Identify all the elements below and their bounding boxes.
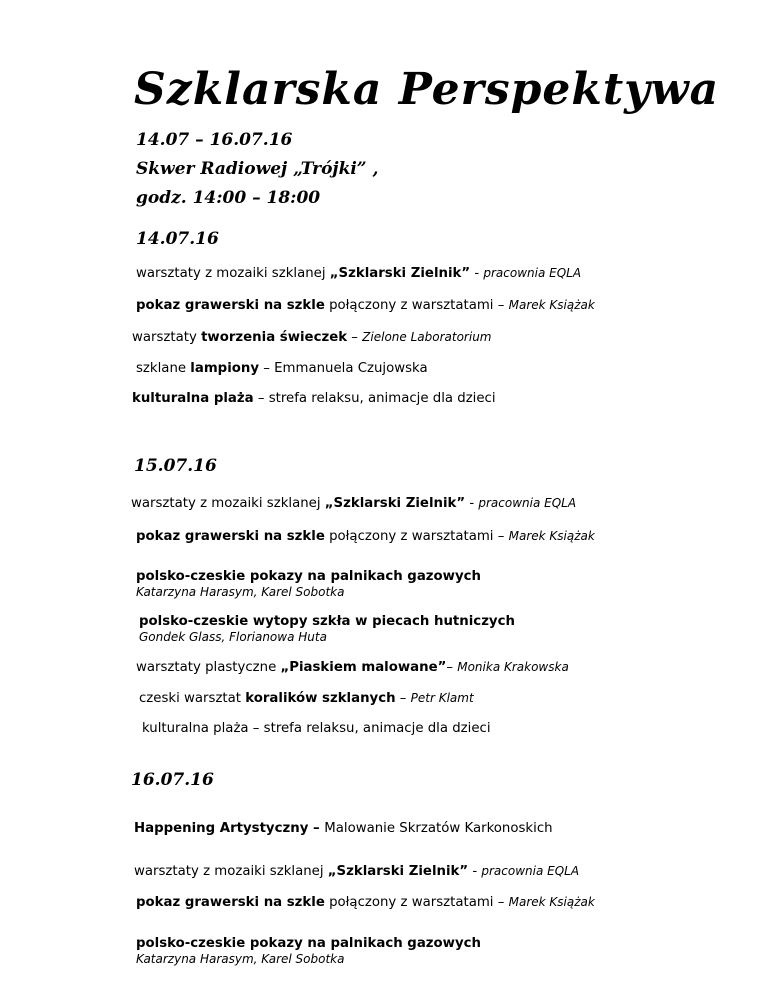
day1-item-mosaic: warsztaty z mozaiki szklanej „Szklarski Zielnik” - pracownia EQLA	[136, 266, 582, 281]
day3-date: 16.07.16	[131, 770, 214, 790]
day1-item-lanterns: szklane lampiony – Emmanuela Czujowska	[136, 361, 428, 376]
day3-item-mosaic: warsztaty z mozaiki szklanej „Szklarski Zielnik” - pracownia EQLA	[134, 864, 580, 879]
day2-item-glass-melting: polsko-czeskie wytopy szkła w piecach hutniczych	[139, 614, 515, 629]
day2-item-gas-burners: polsko-czeskie pokazy na palnikach gazowych	[136, 569, 481, 584]
day3-item-gas-burners: polsko-czeskie pokazy na palnikach gazowych	[136, 936, 481, 951]
day2-item-engraving: pokaz grawerski na szkle połączony z warsztatami – Marek Książak	[136, 529, 595, 544]
event-dates: 14.07 – 16.07.16	[136, 130, 293, 150]
day2-item-glass-melting-authors: Gondek Glass, Florianowa Huta	[139, 630, 327, 644]
page-title: Szklarska Perspektywa	[134, 64, 720, 115]
day1-item-engraving: pokaz grawerski na szkle połączony z warsztatami – Marek Książak	[136, 298, 595, 313]
event-hours: godz. 14:00 – 18:00	[136, 188, 321, 208]
day2-item-beach: kulturalna plaża – strefa relaksu, animacje dla dzieci	[142, 721, 491, 736]
event-place: Skwer Radiowej „Trójki” ,	[136, 159, 379, 179]
day1-date: 14.07.16	[136, 229, 219, 249]
day3-item-engraving: pokaz grawerski na szkle połączony z warsztatami – Marek Książak	[136, 895, 595, 910]
day3-item-gas-burners-authors: Katarzyna Harasym, Karel Sobotka	[136, 952, 345, 966]
day1-item-beach: kulturalna plaża – strefa relaksu, animacje dla dzieci	[132, 391, 496, 406]
day2-date: 15.07.16	[134, 456, 217, 476]
day1-item-candles: warsztaty tworzenia świeczek – Zielone Laboratorium	[132, 330, 492, 345]
day2-item-gas-burners-authors: Katarzyna Harasym, Karel Sobotka	[136, 585, 345, 599]
day2-item-beads: czeski warsztat koralików szklanych – Petr Klamt	[139, 691, 474, 706]
day3-item-happening: Happening Artystyczny – Malowanie Skrzatów Karkonoskich	[134, 821, 553, 836]
day2-item-mosaic: warsztaty z mozaiki szklanej „Szklarski Zielnik” - pracownia EQLA	[131, 496, 577, 511]
day2-item-sand-painting: warsztaty plastyczne „Piaskiem malowane”– Monika Krakowska	[136, 660, 569, 675]
